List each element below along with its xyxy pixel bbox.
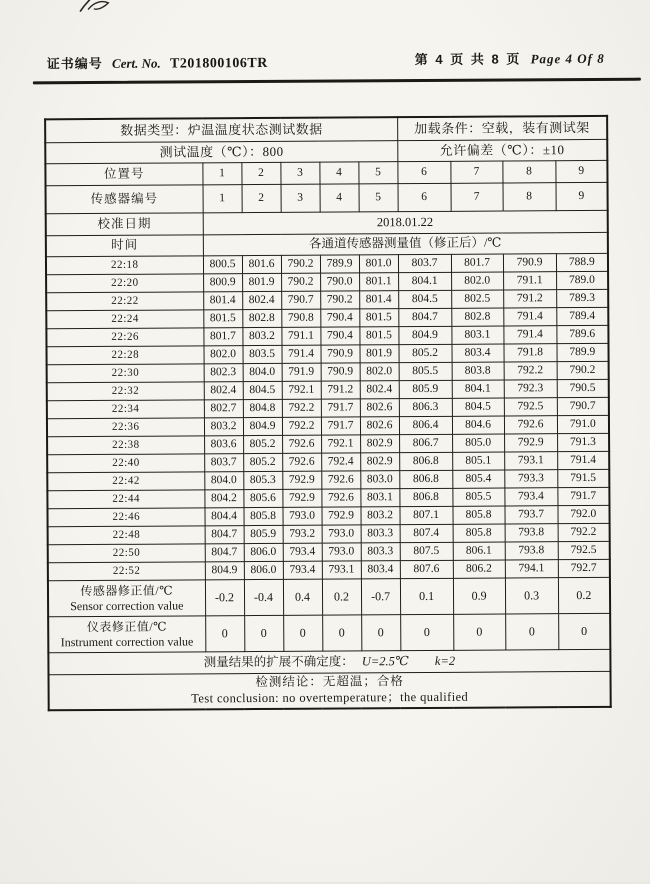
value-cell: 801.7 bbox=[203, 328, 242, 346]
value-cell: 790.9 bbox=[320, 345, 359, 363]
value-cell: 801.5 bbox=[203, 310, 242, 328]
value-cell: 802.4 bbox=[204, 382, 243, 400]
sensor-correction-value-cell: 0.2 bbox=[322, 579, 361, 615]
value-cell: 806.8 bbox=[399, 452, 452, 470]
value-cell: 804.7 bbox=[398, 308, 451, 326]
value-cell: 801.0 bbox=[359, 255, 398, 273]
time-cell: 22:34 bbox=[47, 400, 204, 419]
instrument-correction-value-cell: 0 bbox=[361, 615, 400, 651]
value-cell: 804.6 bbox=[452, 416, 504, 434]
value-cell: 791.5 bbox=[557, 469, 609, 487]
value-cell: 802.9 bbox=[360, 435, 399, 453]
value-cell: 789.3 bbox=[556, 289, 608, 307]
value-cell: 802.3 bbox=[204, 364, 243, 382]
value-cell: 804.5 bbox=[243, 381, 282, 399]
value-cell: 802.5 bbox=[451, 290, 503, 308]
sensor-correction-row bbox=[48, 577, 610, 616]
value-cell: 805.8 bbox=[243, 507, 282, 525]
value-cell: 791.2 bbox=[503, 290, 556, 308]
test-temperature-cell: 测试温度（℃）：800 bbox=[45, 141, 397, 164]
value-cell: 805.2 bbox=[243, 453, 282, 471]
value-cell: 800.9 bbox=[203, 274, 242, 292]
value-cell: 806.8 bbox=[399, 470, 452, 488]
instrument-correction-value-cell: 0 bbox=[400, 614, 453, 650]
value-cell: 788.9 bbox=[556, 253, 608, 271]
readings-section bbox=[46, 253, 610, 580]
value-cell: 805.8 bbox=[453, 524, 505, 542]
value-cell: 790.2 bbox=[281, 273, 320, 291]
sensor-correction-value-cell: 0.4 bbox=[283, 579, 322, 615]
value-cell: 793.3 bbox=[504, 470, 557, 488]
sensor-number-cell: 4 bbox=[320, 184, 359, 212]
time-cell: 22:40 bbox=[47, 454, 204, 473]
value-cell: 794.1 bbox=[505, 560, 558, 578]
value-cell: 805.3 bbox=[243, 471, 282, 489]
value-cell: 791.7 bbox=[321, 399, 360, 417]
sensor-correction-value-cell: 0.2 bbox=[558, 577, 610, 613]
cert-label-en: Cert. No. bbox=[111, 55, 161, 71]
page-number-cn: 第 4 页 共 8 页 bbox=[414, 51, 522, 68]
position-number-cell: 1 bbox=[202, 163, 241, 185]
measurement-header-cell: 各通道传感器测量值（修正后）/℃ bbox=[203, 232, 608, 255]
value-cell: 789.9 bbox=[320, 255, 359, 273]
value-cell: 792.2 bbox=[282, 417, 321, 435]
conclusion-en: Test conclusion: no overtemperature；the qualified bbox=[191, 689, 469, 706]
value-cell: 804.1 bbox=[452, 380, 504, 398]
value-cell: 803.5 bbox=[242, 345, 281, 363]
value-cell: 803.1 bbox=[360, 489, 399, 507]
sensor-number-cell: 3 bbox=[281, 184, 320, 212]
value-cell: 802.6 bbox=[360, 399, 399, 417]
value-cell: 807.6 bbox=[400, 560, 453, 578]
time-cell: 22:48 bbox=[48, 526, 205, 545]
value-cell: 801.5 bbox=[359, 309, 398, 327]
sensor-number-cell: 2 bbox=[242, 184, 281, 212]
sensor-number-cell: 5 bbox=[359, 184, 398, 212]
value-cell: 790.4 bbox=[320, 309, 359, 327]
sensor-correction-label-en: Sensor correction value bbox=[70, 597, 184, 613]
value-cell: 801.1 bbox=[359, 273, 398, 291]
time-cell: 22:28 bbox=[46, 346, 203, 365]
conclusion-cell bbox=[49, 671, 611, 710]
value-cell: 803.4 bbox=[361, 561, 400, 579]
value-cell: 793.4 bbox=[283, 543, 322, 561]
time-cell: 22:46 bbox=[47, 508, 204, 527]
value-cell: 802.4 bbox=[360, 381, 399, 399]
sensor-correction-value-cell: 0.1 bbox=[400, 578, 453, 614]
time-cell: 22:20 bbox=[46, 274, 203, 293]
position-number-cell: 4 bbox=[319, 162, 358, 184]
instrument-correction-label-cn: 仪表修正值/℃ bbox=[86, 619, 168, 634]
value-cell: 804.5 bbox=[398, 290, 451, 308]
value-cell: 802.4 bbox=[242, 291, 281, 309]
instrument-correction-value-cell: 0 bbox=[244, 615, 283, 651]
instrument-correction-value-cell: 0 bbox=[205, 616, 244, 652]
value-cell: 805.2 bbox=[399, 344, 452, 362]
value-cell: 792.2 bbox=[504, 362, 557, 380]
sensor-number-cell: 9 bbox=[556, 182, 608, 210]
value-cell: 790.9 bbox=[321, 363, 360, 381]
certificate-number-block bbox=[47, 52, 268, 73]
time-cell: 22:30 bbox=[47, 364, 204, 383]
value-cell: 804.9 bbox=[243, 417, 282, 435]
value-cell: 802.0 bbox=[203, 346, 242, 364]
sensor-correction-value-cell: -0.2 bbox=[205, 580, 244, 616]
value-cell: 804.1 bbox=[398, 272, 451, 290]
value-cell: 791.7 bbox=[321, 417, 360, 435]
value-cell: 792.9 bbox=[504, 434, 557, 452]
time-cell: 22:32 bbox=[47, 382, 204, 401]
value-cell: 792.9 bbox=[282, 489, 321, 507]
time-cell: 22:22 bbox=[46, 292, 203, 311]
time-cell: 22:36 bbox=[47, 418, 204, 437]
header-rule bbox=[33, 78, 641, 85]
value-cell: 793.4 bbox=[504, 488, 557, 506]
value-cell: 803.7 bbox=[398, 254, 451, 272]
conclusion-row bbox=[49, 671, 611, 710]
sensor-correction-value-cell: -0.4 bbox=[244, 579, 283, 615]
value-cell: 801.9 bbox=[242, 273, 281, 291]
value-cell: 793.4 bbox=[283, 561, 322, 579]
value-cell: 791.9 bbox=[282, 363, 321, 381]
value-cell: 792.6 bbox=[282, 435, 321, 453]
value-cell: 790.4 bbox=[320, 327, 359, 345]
value-cell: 806.7 bbox=[399, 434, 452, 452]
value-cell: 793.8 bbox=[505, 524, 558, 542]
sensor-number-cell: 6 bbox=[398, 183, 451, 211]
value-cell: 801.6 bbox=[242, 255, 281, 273]
sensor-correction-label-cn: 传感器修正值/℃ bbox=[80, 583, 174, 598]
time-label-cell: 时间 bbox=[46, 235, 203, 257]
uncertainty-u-value: U=2.5℃ bbox=[361, 653, 409, 669]
position-number-cell: 9 bbox=[555, 160, 607, 182]
value-cell: 807.4 bbox=[400, 524, 453, 542]
value-cell: 791.4 bbox=[557, 451, 609, 469]
value-cell: 792.4 bbox=[321, 453, 360, 471]
table-row-meta1 bbox=[45, 116, 607, 143]
value-cell: 792.3 bbox=[504, 380, 557, 398]
value-cell: 793.8 bbox=[505, 542, 558, 560]
calibration-date-value-cell: 2018.01.22 bbox=[203, 210, 608, 234]
value-cell: 801.4 bbox=[203, 292, 242, 310]
page-number-en: Page 4 Of 8 bbox=[530, 50, 605, 67]
time-cell: 22:44 bbox=[47, 490, 204, 509]
value-cell: 791.7 bbox=[557, 487, 609, 505]
time-cell: 22:42 bbox=[47, 472, 204, 491]
value-cell: 793.2 bbox=[283, 525, 322, 543]
value-cell: 792.6 bbox=[282, 453, 321, 471]
value-cell: 791.4 bbox=[503, 308, 556, 326]
value-cell: 804.0 bbox=[243, 363, 282, 381]
value-cell: 792.5 bbox=[558, 541, 610, 559]
value-cell: 791.8 bbox=[504, 344, 557, 362]
value-cell: 807.1 bbox=[400, 506, 453, 524]
value-cell: 790.5 bbox=[557, 379, 609, 397]
value-cell: 801.4 bbox=[359, 291, 398, 309]
value-cell: 789.4 bbox=[556, 307, 608, 325]
value-cell: 805.2 bbox=[243, 435, 282, 453]
value-cell: 805.5 bbox=[399, 362, 452, 380]
value-cell: 793.0 bbox=[322, 525, 361, 543]
value-cell: 801.5 bbox=[359, 327, 398, 345]
page-number-block bbox=[415, 48, 605, 68]
value-cell: 802.7 bbox=[204, 400, 243, 418]
value-cell: 803.0 bbox=[360, 471, 399, 489]
value-cell: 805.5 bbox=[452, 488, 504, 506]
value-cell: 800.5 bbox=[203, 256, 242, 274]
value-cell: 792.6 bbox=[321, 471, 360, 489]
time-cell: 22:50 bbox=[48, 544, 205, 563]
value-cell: 805.0 bbox=[452, 434, 504, 452]
sensor-correction-value-cell: 0.3 bbox=[505, 578, 558, 614]
value-cell: 806.1 bbox=[453, 542, 505, 560]
value-cell: 806.8 bbox=[399, 488, 452, 506]
time-cell: 22:52 bbox=[48, 562, 205, 581]
value-cell: 807.5 bbox=[400, 542, 453, 560]
value-cell: 792.6 bbox=[321, 489, 360, 507]
time-cell: 22:38 bbox=[47, 436, 204, 455]
value-cell: 804.5 bbox=[452, 398, 504, 416]
value-cell: 792.5 bbox=[504, 398, 557, 416]
instrument-correction-label-en: Instrument correction value bbox=[60, 633, 194, 649]
sensor-number-cell: 8 bbox=[503, 183, 556, 211]
sensor-number-cell: 1 bbox=[203, 185, 242, 213]
value-cell: 806.4 bbox=[399, 416, 452, 434]
sensor-number-row bbox=[46, 182, 608, 213]
value-cell: 792.6 bbox=[504, 416, 557, 434]
uncertainty-prefix: 测量结果的扩展不确定度： bbox=[203, 654, 354, 670]
time-cell: 22:24 bbox=[46, 310, 203, 329]
value-cell: 790.7 bbox=[557, 397, 609, 415]
value-cell: 789.6 bbox=[556, 325, 608, 343]
value-cell: 791.4 bbox=[503, 326, 556, 344]
instrument-correction-value-cell: 0 bbox=[505, 614, 558, 650]
value-cell: 803.3 bbox=[361, 543, 400, 561]
value-cell: 790.2 bbox=[281, 255, 320, 273]
value-cell: 805.6 bbox=[243, 489, 282, 507]
value-cell: 805.9 bbox=[399, 380, 452, 398]
value-cell: 791.1 bbox=[503, 272, 556, 290]
value-cell: 804.0 bbox=[204, 472, 243, 490]
value-cell: 790.2 bbox=[320, 291, 359, 309]
sensor-number-cell: 7 bbox=[451, 183, 503, 211]
value-cell: 791.2 bbox=[321, 381, 360, 399]
value-cell: 791.1 bbox=[281, 327, 320, 345]
value-cell: 792.7 bbox=[558, 559, 610, 577]
allowed-deviation-cell: 允许偏差（℃）：±10 bbox=[397, 139, 607, 161]
table-foot-section bbox=[48, 577, 611, 710]
position-number-cell: 5 bbox=[358, 162, 397, 184]
value-cell: 792.9 bbox=[321, 507, 360, 525]
value-cell: 790.2 bbox=[557, 361, 609, 379]
value-cell: 791.3 bbox=[557, 433, 609, 451]
cert-number-value: T201800106TR bbox=[169, 55, 268, 72]
value-cell: 791.0 bbox=[557, 415, 609, 433]
value-cell: 804.7 bbox=[205, 526, 244, 544]
position-number-cell: 6 bbox=[397, 161, 450, 183]
value-cell: 804.9 bbox=[205, 562, 244, 580]
value-cell: 790.8 bbox=[281, 309, 320, 327]
measurement-table bbox=[44, 115, 612, 711]
value-cell: 803.2 bbox=[242, 327, 281, 345]
value-cell: 803.2 bbox=[360, 507, 399, 525]
value-cell: 792.0 bbox=[558, 505, 610, 523]
position-number-cell: 3 bbox=[280, 162, 319, 184]
value-cell: 790.9 bbox=[503, 254, 556, 272]
value-cell: 802.6 bbox=[360, 417, 399, 435]
value-cell: 805.1 bbox=[452, 452, 504, 470]
position-number-cell: 8 bbox=[502, 161, 555, 183]
value-cell: 789.9 bbox=[557, 343, 609, 361]
load-condition-cell: 加载条件：空载，装有测试架 bbox=[397, 116, 607, 141]
value-cell: 790.7 bbox=[281, 291, 320, 309]
value-cell: 790.0 bbox=[320, 273, 359, 291]
value-cell: 792.9 bbox=[282, 471, 321, 489]
value-cell: 802.0 bbox=[451, 272, 503, 290]
value-cell: 801.7 bbox=[451, 254, 503, 272]
value-cell: 805.4 bbox=[452, 470, 504, 488]
sensor-label-cell: 传感器编号 bbox=[46, 185, 203, 214]
time-cell: 22:26 bbox=[46, 328, 203, 347]
instrument-correction-value-cell: 0 bbox=[322, 615, 361, 651]
value-cell: 804.7 bbox=[205, 544, 244, 562]
value-cell: 793.7 bbox=[505, 506, 558, 524]
value-cell: 806.2 bbox=[453, 560, 505, 578]
value-cell: 803.8 bbox=[452, 362, 504, 380]
data-type-cell: 数据类型：炉温温度状态测试数据 bbox=[45, 117, 397, 143]
value-cell: 793.1 bbox=[504, 452, 557, 470]
value-cell: 793.0 bbox=[322, 543, 361, 561]
value-cell: 793.0 bbox=[282, 507, 321, 525]
value-cell: 803.2 bbox=[204, 418, 243, 436]
value-cell: 792.1 bbox=[282, 381, 321, 399]
value-cell: 802.9 bbox=[360, 453, 399, 471]
sensor-correction-label-cell bbox=[48, 580, 205, 617]
value-cell: 802.8 bbox=[451, 308, 503, 326]
position-label-cell: 位置号 bbox=[45, 163, 202, 186]
value-cell: 804.4 bbox=[204, 508, 243, 526]
sensor-correction-value-cell: 0.9 bbox=[453, 578, 505, 614]
value-cell: 806.0 bbox=[244, 561, 283, 579]
instrument-correction-value-cell: 0 bbox=[453, 614, 505, 650]
sensor-correction-value-cell: -0.7 bbox=[361, 579, 400, 615]
instrument-correction-label-cell bbox=[48, 616, 205, 653]
value-cell: 803.1 bbox=[451, 326, 503, 344]
value-cell: 802.0 bbox=[360, 363, 399, 381]
cert-label-cn: 证书编号 bbox=[46, 55, 103, 72]
value-cell: 792.2 bbox=[558, 523, 610, 541]
value-cell: 804.2 bbox=[204, 490, 243, 508]
table-head-section bbox=[45, 116, 608, 257]
handwriting-mark bbox=[74, 0, 122, 15]
value-cell: 806.0 bbox=[244, 543, 283, 561]
conclusion-cn: 检测结论：无超温；合格 bbox=[255, 674, 404, 690]
value-cell: 806.3 bbox=[399, 398, 452, 416]
value-cell: 793.1 bbox=[322, 561, 361, 579]
instrument-correction-value-cell: 0 bbox=[283, 615, 322, 651]
uncertainty-k-value: k=2 bbox=[434, 653, 456, 668]
value-cell: 805.8 bbox=[453, 506, 505, 524]
position-number-cell: 2 bbox=[241, 162, 280, 184]
calibration-date-label-cell: 校准日期 bbox=[46, 213, 203, 236]
value-cell: 791.4 bbox=[281, 345, 320, 363]
value-cell: 803.6 bbox=[204, 436, 243, 454]
value-cell: 792.2 bbox=[282, 399, 321, 417]
value-cell: 792.1 bbox=[321, 435, 360, 453]
position-number-cell: 7 bbox=[450, 161, 502, 183]
value-cell: 803.7 bbox=[204, 454, 243, 472]
value-cell: 804.8 bbox=[243, 399, 282, 417]
value-cell: 802.8 bbox=[242, 309, 281, 327]
instrument-correction-row bbox=[48, 613, 610, 652]
value-cell: 803.4 bbox=[452, 344, 504, 362]
value-cell: 805.9 bbox=[244, 525, 283, 543]
value-cell: 789.0 bbox=[556, 271, 608, 289]
time-cell: 22:18 bbox=[46, 256, 203, 275]
value-cell: 801.9 bbox=[359, 345, 398, 363]
value-cell: 804.9 bbox=[398, 326, 451, 344]
value-cell: 803.3 bbox=[361, 525, 400, 543]
instrument-correction-value-cell: 0 bbox=[558, 613, 610, 649]
